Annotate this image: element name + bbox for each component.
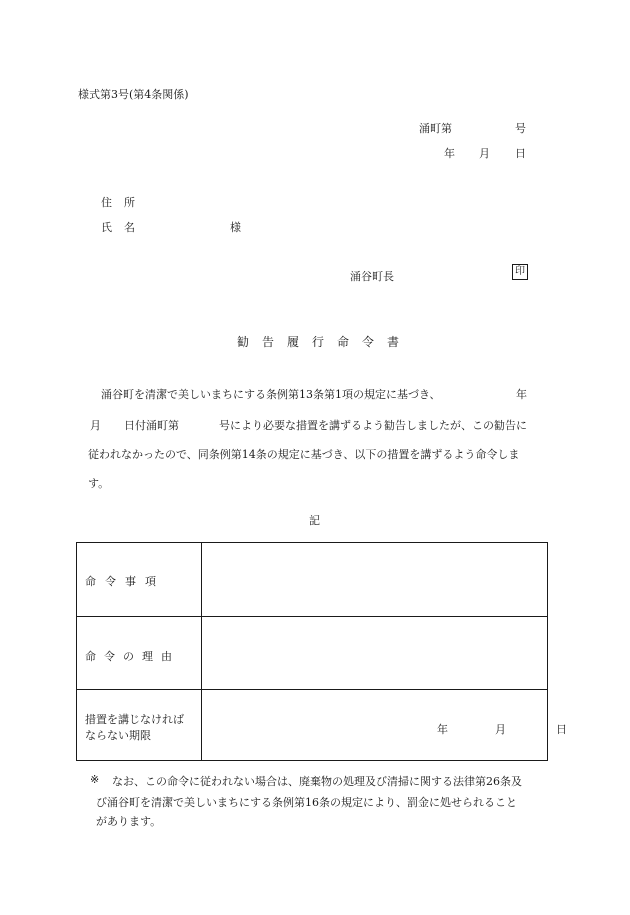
body-line-3: 従われなかったので、同条例第14条の規定に基づき、以下の措置を講ずるよう命令しま [88,448,520,461]
document-title: 勧告履行命令書 [237,335,413,349]
deadline-day: 日 [556,723,567,736]
ki-heading: 記 [309,514,320,527]
table-row-order-reason [77,616,547,690]
table-row-deadline [77,689,567,762]
deadline-month: 月 [495,723,506,736]
body-line-4: す。 [88,477,110,490]
body-line-1-year: 年 [516,388,527,401]
row-label-deadline-line1: 措置を講じなければ [85,713,184,726]
deadline-year: 年 [437,723,448,736]
row-label-deadline [85,712,197,744]
body-line-2-rest: 号により必要な措置を講ずるよう勧告しましたが、この勧告に [219,419,527,432]
row-label-order-items: 命令事項 [85,575,165,588]
issuer-title: 涌谷町長 [350,270,394,283]
order-reason-field[interactable] [203,617,547,690]
body-line-2-month: 月 [90,419,101,432]
note-mark: ※ [90,773,100,786]
body-line-1: 涌谷町を清潔で美しいまちにする条例第13条第1項の規定に基づき、 [101,388,441,401]
doc-number-prefix: 涌町第 [419,122,452,135]
table-row-order-items [77,543,547,616]
honorific: 様 [230,221,241,234]
deadline-field[interactable] [203,690,567,762]
order-items-field[interactable] [203,543,547,616]
date-day: 日 [515,147,526,160]
name-label: 氏名 [101,221,147,234]
row-label-deadline-line2: ならない期限 [85,729,151,742]
address-label: 住所 [101,196,147,209]
doc-number-suffix: 号 [515,122,526,135]
row-label-order-reason: 命令の理由 [85,650,180,663]
date-month: 月 [479,147,490,160]
body-line-2-date: 日付涌町第 [124,419,179,432]
seal-mark: 印 [512,264,528,280]
date-year: 年 [444,147,455,160]
note-line-1: なお、この命令に従われない場合は、廃棄物の処理及び清掃に関する法律第26条及 [112,775,522,788]
note-line-2: び涌谷町を清潔で美しいまちにする条例第16条の規定により、罰金に処せられること [96,796,517,809]
form-label: 様式第3号(第4条関係) [78,88,189,101]
order-table [76,542,567,761]
note-line-3: があります。 [96,815,162,828]
